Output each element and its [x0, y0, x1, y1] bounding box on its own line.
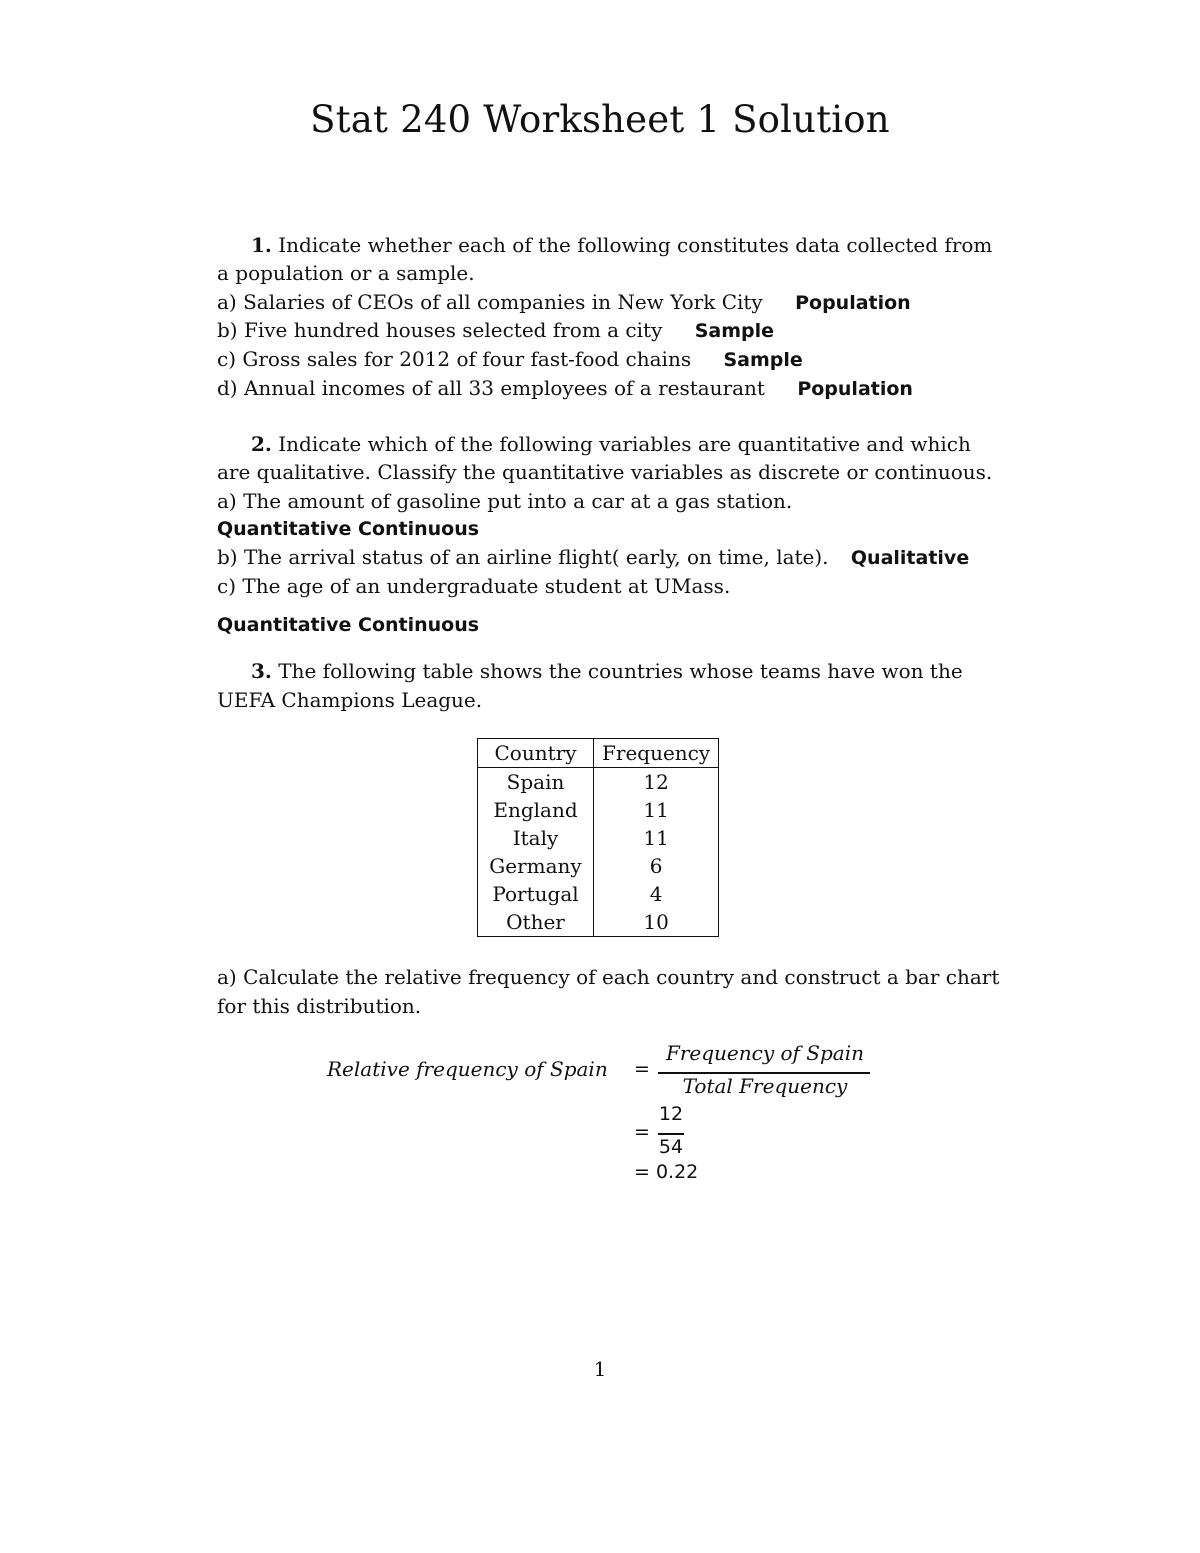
table-cell-frequency: 11 — [594, 824, 719, 852]
table-header-row — [478, 739, 719, 768]
q1-prompt-text: Indicate whether each of the following constitutes data collected from — [278, 233, 993, 257]
equation-result: = 0.22 — [634, 1161, 699, 1183]
table-row — [478, 852, 719, 880]
q1-item-a-text: a) Salaries of CEOs of all companies in New York City — [217, 290, 763, 314]
q1-prompt-line1 — [251, 231, 992, 259]
table-cell-country: Other — [478, 908, 594, 937]
q1-item-a-answer: Population — [795, 292, 911, 314]
q1-number: 1. — [251, 233, 272, 257]
q1-item-b-text: b) Five hundred houses selected from a city — [217, 318, 663, 342]
fraction-bar-2 — [658, 1133, 684, 1135]
table-row — [478, 796, 719, 824]
q3-number: 3. — [251, 659, 272, 683]
q2-item-c-answer: Quantitative Continuous — [217, 614, 480, 636]
q1-item-a — [217, 288, 911, 317]
q1-item-b-answer: Sample — [694, 320, 775, 342]
q2-item-a-answer: Quantitative Continuous — [217, 518, 480, 540]
table-header-frequency: Frequency — [594, 739, 719, 768]
table-row — [478, 824, 719, 852]
q1-item-c — [217, 345, 803, 374]
equation-equals-2: = — [634, 1121, 650, 1143]
q1-item-b — [217, 316, 774, 345]
frequency-table — [477, 738, 719, 937]
q3-prompt-line2: UEFA Champions League. — [217, 688, 483, 712]
q2-prompt-line1 — [251, 430, 971, 458]
table-cell-country: Portugal — [478, 880, 594, 908]
q2-prompt-line2: are qualitative. Classify the quantitative variables as discrete or continuous. — [217, 460, 993, 484]
q1-prompt-line2: a population or a sample. — [217, 261, 475, 285]
equation-denominator-2: 54 — [658, 1136, 684, 1158]
q2-item-c-text: c) The age of an undergraduate student at UMass. — [217, 574, 731, 598]
q1-item-d-answer: Population — [797, 378, 913, 400]
table-cell-country: Germany — [478, 852, 594, 880]
table-cell-frequency: 4 — [594, 880, 719, 908]
equation-equals: = — [634, 1058, 650, 1080]
q2-item-b-text: b) The arrival status of an airline flight( early, on time, late). — [217, 545, 829, 569]
equation-lhs: Relative frequency of Spain — [327, 1057, 608, 1081]
equation-denominator: Total Frequency — [682, 1074, 848, 1098]
table-cell-country: Spain — [478, 768, 594, 797]
q2-item-b-answer: Qualitative — [850, 547, 970, 569]
q3-part-a-line2: for this distribution. — [217, 994, 422, 1018]
q2-number: 2. — [251, 432, 272, 456]
table-cell-frequency: 10 — [594, 908, 719, 937]
equation-numerator-2: 12 — [658, 1103, 684, 1125]
table-row — [478, 880, 719, 908]
page-title: Stat 240 Worksheet 1 Solution — [310, 98, 890, 141]
q1-item-c-answer: Sample — [723, 349, 803, 371]
q3-part-a-line1: a) Calculate the relative frequency of each country and construct a bar chart — [217, 965, 1000, 989]
q1-item-d-text: d) Annual incomes of all 33 employees of a restaurant — [217, 376, 765, 400]
page-number: 1 — [593, 1357, 607, 1381]
q2-prompt-text: Indicate which of the following variables are quantitative and which — [278, 432, 971, 456]
table-row — [478, 768, 719, 797]
q2-item-a-text: a) The amount of gasoline put into a car at a gas station. — [217, 489, 793, 513]
q3-prompt-line1 — [251, 657, 963, 685]
q2-item-b — [217, 543, 969, 572]
table-cell-frequency: 12 — [594, 768, 719, 797]
table-cell-country: Italy — [478, 824, 594, 852]
q1-item-d — [217, 374, 913, 403]
equation-numerator: Frequency of Spain — [665, 1041, 865, 1065]
table-cell-frequency: 6 — [594, 852, 719, 880]
table-row — [478, 908, 719, 937]
table-header-country: Country — [478, 739, 594, 768]
q3-prompt-text: The following table shows the countries whose teams have won the — [278, 659, 963, 683]
q1-item-c-text: c) Gross sales for 2012 of four fast-food chains — [217, 347, 692, 371]
table-cell-country: England — [478, 796, 594, 824]
table-cell-frequency: 11 — [594, 796, 719, 824]
